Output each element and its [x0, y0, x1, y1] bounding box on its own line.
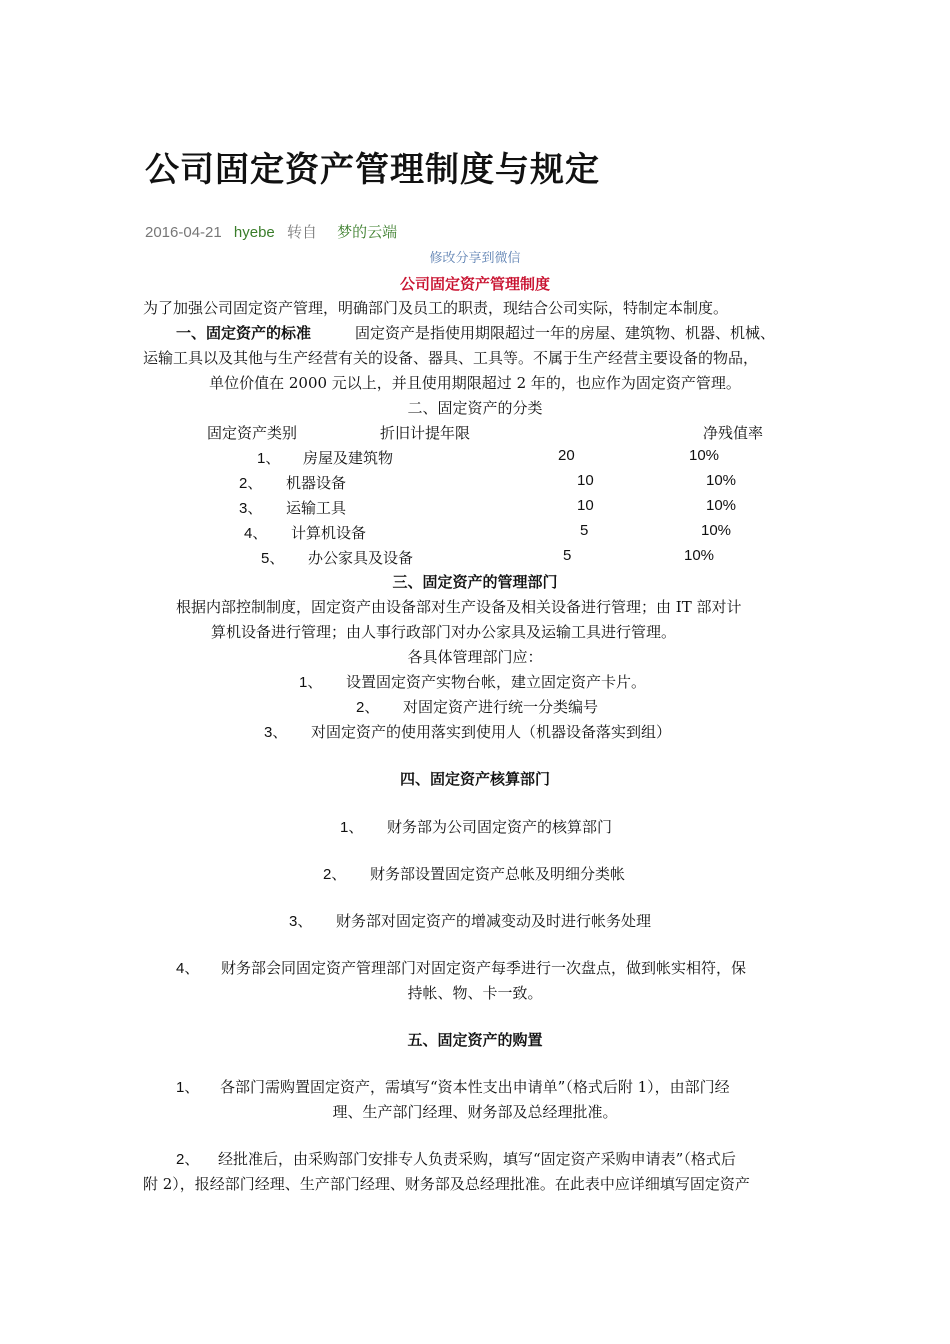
page-title: 公司固定资产管理制度与规定	[145, 150, 600, 190]
section-3-line-2: 算机设备进行管理；由人事行政部门对办公家具及运输工具进行管理。	[211, 623, 677, 641]
section-3-line-3: 各具体管理部门应：	[407, 648, 543, 666]
column-header-years: 折旧计提年限	[380, 424, 471, 442]
list-number: 2、	[323, 866, 347, 883]
article-meta	[145, 221, 397, 242]
list-number: 1、	[299, 674, 323, 691]
row-number: 2、	[239, 475, 263, 492]
row-name: 办公家具及设备	[308, 549, 414, 567]
section-1-line-1: 固定资产是指使用期限超过一年的房屋、建筑物、机器、机械、	[355, 324, 776, 342]
list-number: 3、	[264, 724, 288, 741]
column-header-rate: 净残值率	[703, 424, 764, 442]
author-link[interactable]: hyebe	[233, 224, 275, 241]
source-link[interactable]: 梦的云端	[337, 224, 398, 241]
section-1-line-2: 运输工具以及其他与生产经营有关的设备、器具、工具等。不属于生产经营主要设备的物品，	[143, 349, 759, 367]
via-label: 转自	[286, 224, 317, 241]
row-number: 1、	[257, 450, 281, 467]
section-1-line-3: 单位价值在 2000 元以上，并且使用期限超过 2 年的，也应作为固定资产管理。	[209, 374, 741, 392]
row-years: 20	[558, 447, 575, 464]
row-years: 10	[577, 497, 594, 514]
list-number: 3、	[289, 913, 313, 930]
list-text: 财务部会同固定资产管理部门对固定资产每季进行一次盘点，做到帐实相符，保	[221, 959, 747, 977]
list-number: 1、	[340, 819, 364, 836]
section-3-heading: 三、固定资产的管理部门	[392, 573, 558, 591]
row-rate: 10%	[689, 447, 720, 464]
list-text: 财务部设置固定资产总帐及明细分类帐	[370, 865, 626, 883]
list-text: 经批准后，由采购部门安排专人负责采购，填写“固定资产采购申请表”（格式后	[218, 1150, 736, 1168]
list-text: 各部门需购置固定资产，需填写“资本性支出申请单”（格式后附 1），由部门经	[220, 1078, 730, 1096]
section-4-heading: 四、固定资产核算部门	[399, 770, 550, 788]
list-text-continued: 附 2），报经部门经理、生产部门经理、财务部及总经理批准。在此表中应详细填写固定资产	[143, 1175, 750, 1193]
list-number: 2、	[176, 1151, 200, 1168]
list-text: 设置固定资产实物台帐，建立固定资产卡片。	[346, 673, 647, 691]
row-name: 房屋及建筑物	[303, 449, 394, 467]
list-number: 4、	[176, 960, 200, 977]
intro-paragraph: 为了加强公司固定资产管理，明确部门及员工的职责，现结合公司实际，特制定本制度。	[143, 299, 729, 317]
section-1-heading: 一、固定资产的标准	[176, 324, 312, 342]
section-3-line-1: 根据内部控制制度，固定资产由设备部对生产设备及相关设备进行管理；由 IT 部对计	[176, 598, 742, 616]
section-2-heading: 二、固定资产的分类	[407, 399, 543, 417]
list-text: 财务部为公司固定资产的核算部门	[387, 818, 613, 836]
row-rate: 10%	[701, 522, 732, 539]
share-to-wechat-link[interactable]: 修改分享到微信	[429, 251, 521, 266]
list-text-continued: 持帐、物、卡一致。	[407, 984, 543, 1002]
section-title: 公司固定资产管理制度	[399, 275, 550, 293]
row-name: 运输工具	[286, 499, 347, 517]
list-text: 财务部对固定资产的增减变动及时进行帐务处理	[336, 912, 652, 930]
list-text-continued: 理、生产部门经理、财务部及总经理批准。	[332, 1103, 618, 1121]
row-name: 计算机设备	[291, 524, 367, 542]
row-number: 3、	[239, 500, 263, 517]
section-5-heading: 五、固定资产的购置	[407, 1031, 543, 1049]
row-rate: 10%	[706, 497, 737, 514]
row-number: 5、	[261, 550, 285, 567]
row-years: 5	[580, 522, 589, 539]
row-years: 10	[577, 472, 594, 489]
row-rate: 10%	[684, 547, 715, 564]
row-name: 机器设备	[286, 474, 347, 492]
list-number: 2、	[356, 699, 380, 716]
column-header-category: 固定资产类别	[207, 424, 298, 442]
list-text: 对固定资产进行统一分类编号	[403, 698, 599, 716]
post-date: 2016-04-21	[145, 224, 222, 241]
list-text: 对固定资产的使用落实到使用人（机器设备落实到组）	[311, 723, 672, 741]
list-number: 1、	[176, 1079, 200, 1096]
row-number: 4、	[244, 525, 268, 542]
row-years: 5	[563, 547, 572, 564]
row-rate: 10%	[706, 472, 737, 489]
